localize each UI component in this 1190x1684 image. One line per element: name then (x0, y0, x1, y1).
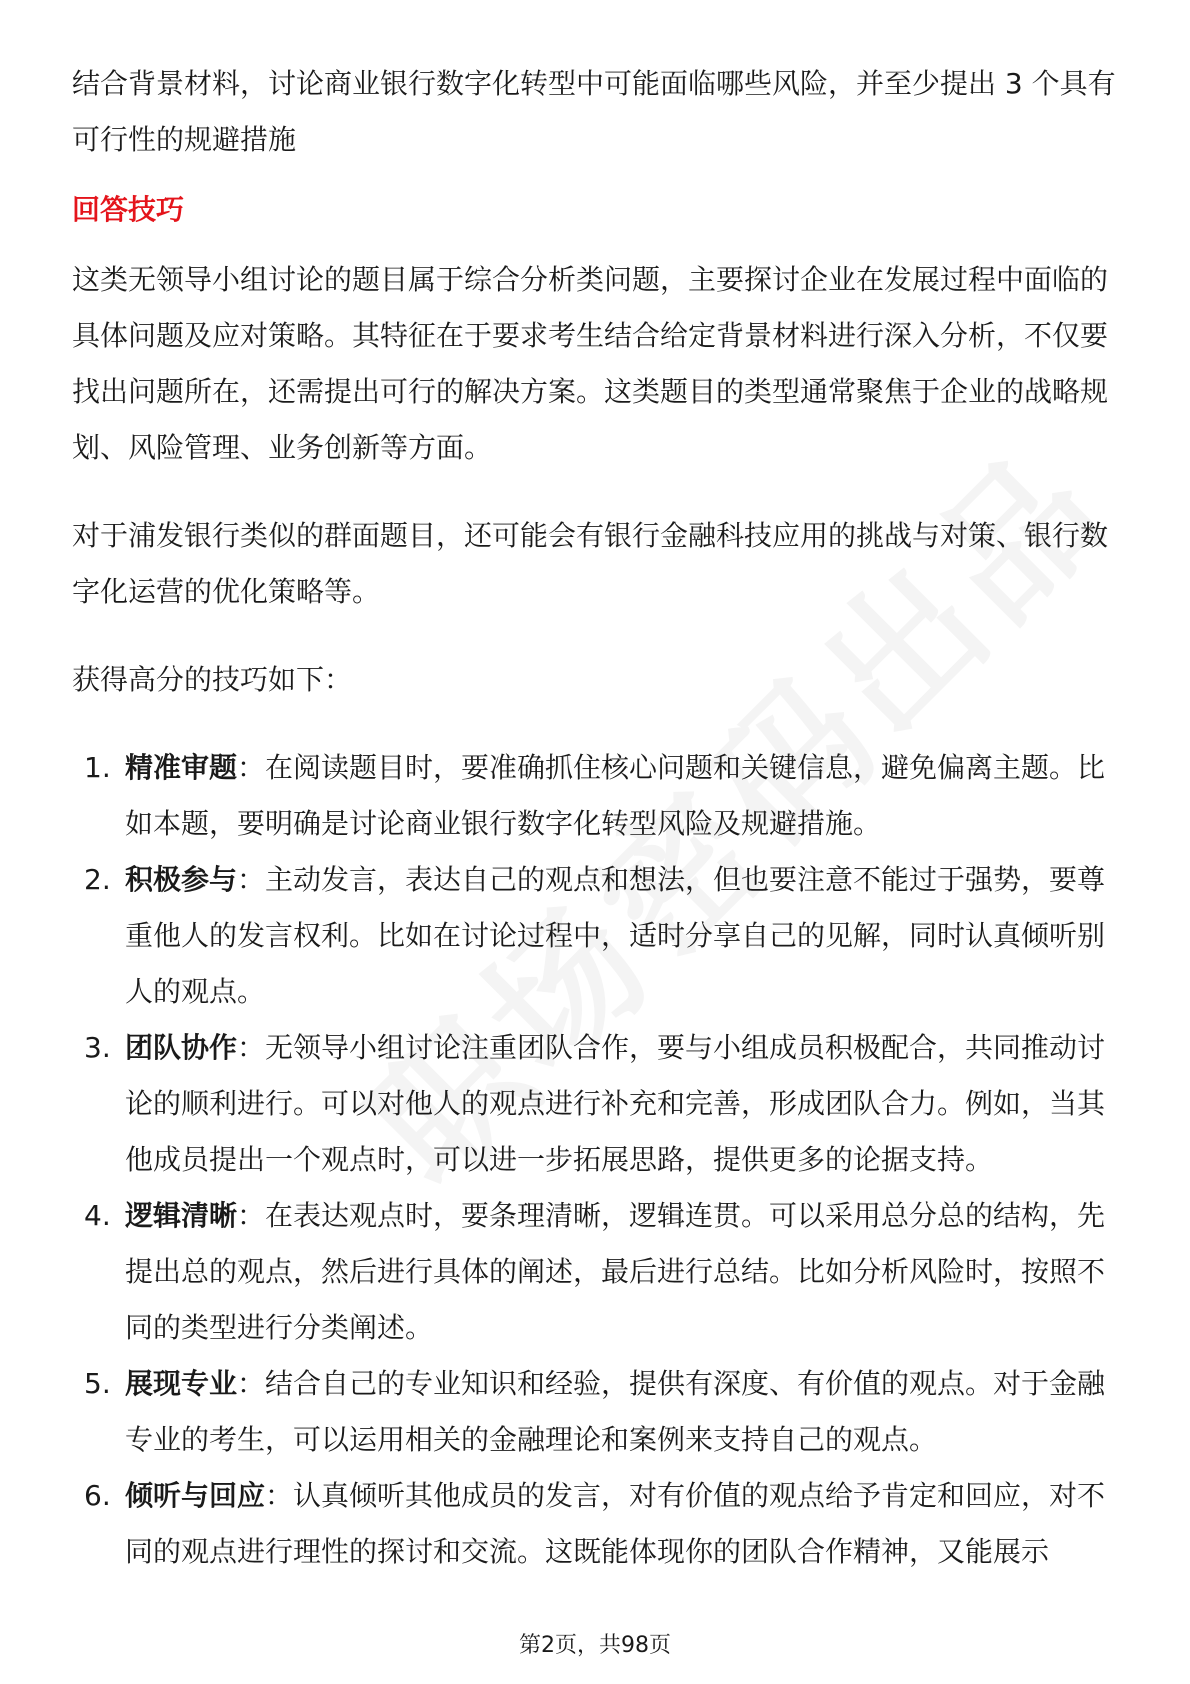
tip-number: 2. (84, 863, 111, 896)
paragraph-similar-topics: 对于浦发银行类似的群面题目，还可能会有银行金融科技应用的挑战与对策、银行数字化运营的优化策略等。 (72, 519, 1109, 608)
tip-number: 3. (84, 1031, 111, 1064)
tip-keyword: 展现专业 (125, 1367, 238, 1400)
tip-item (72, 1468, 1120, 1580)
tip-item (72, 852, 1120, 1020)
tip-number: 6. (84, 1479, 111, 1512)
paragraph-tips-lead: 获得高分的技巧如下： (72, 663, 353, 696)
tip-number: 1. (84, 751, 111, 784)
tip-keyword: 精准审题 (125, 751, 238, 784)
tip-item (72, 740, 1120, 852)
tip-item (72, 1188, 1120, 1356)
question-text: 结合背景材料，讨论商业银行数字化转型中可能面临哪些风险，并至少提出 3 个具有可行性的规避措施 (72, 67, 1116, 156)
tip-text: ：无领导小组讨论注重团队合作，要与小组成员积极配合，共同推动讨论的顺利进行。可以对他人的观点进行补充和完善，形成团队合力。例如，当其他成员提出一个观点时，可以进一步拓展思路，提供更多的论据支持。 (125, 1031, 1106, 1176)
page-footer: 第2页，共98页 (519, 1633, 671, 1658)
tip-text: ：结合自己的专业知识和经验，提供有深度、有价值的观点。对于金融专业的考生，可以运用相关的金融理论和案例来支持自己的观点。 (125, 1367, 1106, 1456)
page-content (72, 56, 1120, 1580)
tip-text: ：在表达观点时，要条理清晰，逻辑连贯。可以采用总分总的结构，先提出总的观点，然后进行具体的阐述，最后进行总结。比如分析风险时，按照不同的类型进行分类阐述。 (125, 1199, 1106, 1344)
tip-number: 4. (84, 1199, 111, 1232)
tip-keyword: 积极参与 (125, 863, 238, 896)
tip-keyword: 团队协作 (125, 1031, 238, 1064)
tip-text: ：主动发言，表达自己的观点和想法，但也要注意不能过于强势，要尊重他人的发言权利。比如在讨论过程中，适时分享自己的见解，同时认真倾听别人的观点。 (125, 863, 1106, 1008)
tip-item (72, 1356, 1120, 1468)
tip-keyword: 倾听与回应 (125, 1479, 266, 1512)
tip-text: ：在阅读题目时，要准确抓住核心问题和关键信息，避免偏离主题。比如本题，要明确是讨论商业银行数字化转型风险及规避措施。 (125, 751, 1106, 840)
tips-list (72, 740, 1120, 1580)
tip-text: ：认真倾听其他成员的发言，对有价值的观点给予肯定和回应，对不同的观点进行理性的探讨和交流。这既能体现你的团队合作精神，又能展示 (125, 1479, 1106, 1568)
tip-keyword: 逻辑清晰 (125, 1199, 238, 1232)
tip-item (72, 1020, 1120, 1188)
tip-number: 5. (84, 1367, 111, 1400)
paragraph-intro: 这类无领导小组讨论的题目属于综合分析类问题，主要探讨企业在发展过程中面临的具体问题及应对策略。其特征在于要求考生结合给定背景材料进行深入分析，不仅要找出问题所在，还需提出可行的解决方案。这类题目的类型通常聚焦于企业的战略规划、风险管理、业务创新等方面。 (72, 263, 1109, 464)
section-heading: 回答技巧 (72, 193, 185, 226)
